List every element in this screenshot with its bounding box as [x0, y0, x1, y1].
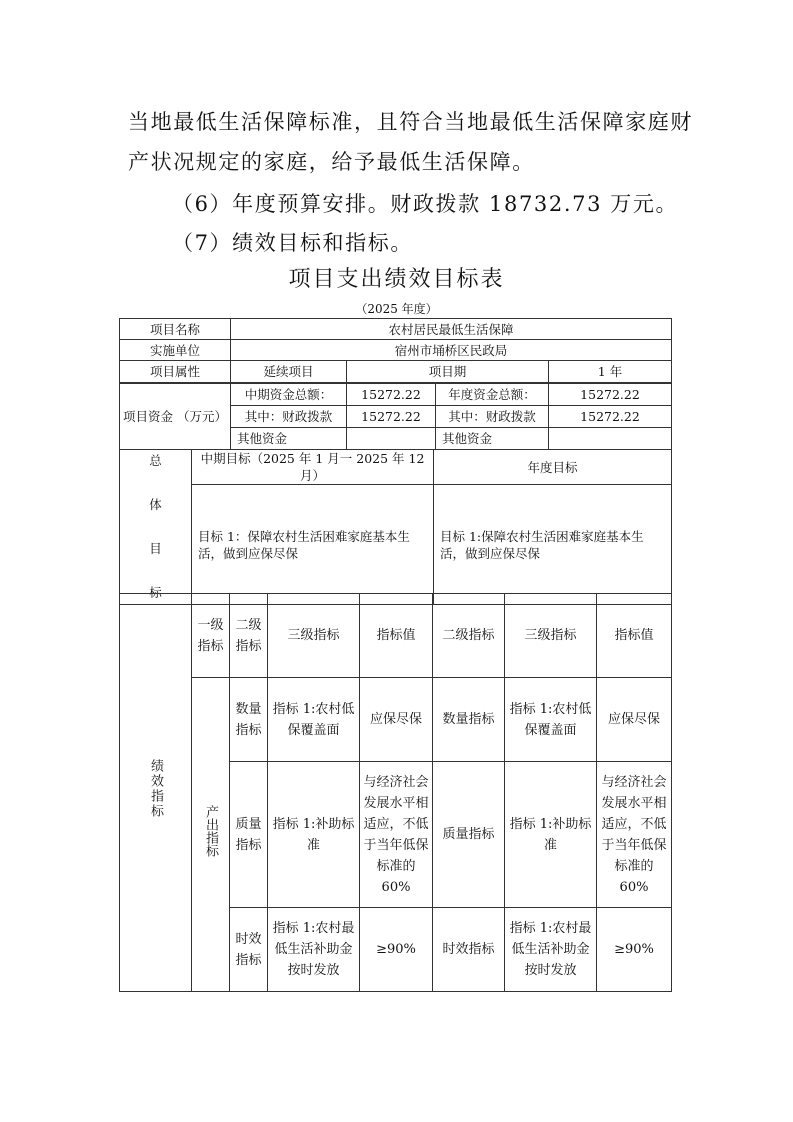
annual-other-label: 其他资金: [436, 428, 549, 450]
indicators-section-text: 绩效指标: [148, 759, 163, 819]
row2-level3-annual: 指标 1:补助标准: [505, 762, 597, 908]
indicators-section-label: [120, 594, 192, 992]
row3-value-annual: ≥90%: [597, 908, 672, 992]
paragraph-line-2: 产状况规定的家庭，给予最低生活保障。: [128, 150, 535, 174]
period-value: 1 年: [549, 361, 672, 383]
row1-level3-annual: 指标 1:农村低保覆盖面: [505, 678, 597, 762]
goal-label-char-1: 总: [149, 453, 162, 468]
attr-label: 项目属性: [120, 361, 231, 383]
row3-level2-annual: 时效指标: [433, 908, 505, 992]
period-label: 项目期: [347, 361, 549, 383]
row3-level2: 时效指标: [230, 908, 268, 992]
mid-other-value: [347, 428, 436, 450]
row1-level2-annual: 数量指标: [433, 678, 505, 762]
mid-other-label: 其他资金: [231, 428, 347, 450]
annual-goal-text: 目标 1:保障农村生活困难家庭基本生活，做到应保尽保: [434, 485, 672, 605]
indicators-table: [119, 593, 672, 992]
project-name-label: 项目名称: [120, 319, 231, 340]
funds-label: 项目资金 （万元）: [120, 384, 231, 450]
funds-table: [119, 383, 672, 450]
row2-level2: 质量指标: [230, 762, 268, 908]
goal-label-char-3: 目: [149, 541, 162, 556]
annual-fiscal-value: 15272.22: [549, 406, 672, 428]
goal-label-char-2: 体: [149, 497, 162, 512]
unit-value: 宿州市埇桥区民政局: [231, 340, 672, 361]
row1-value: 应保尽保: [360, 678, 433, 762]
row2-level3: 指标 1:补助标准: [268, 762, 360, 908]
goal-label-char-4: 标: [149, 585, 162, 600]
overall-goals-label: [120, 450, 192, 605]
header-level1: 一级指标: [192, 594, 230, 678]
row1-level2: 数量指标: [230, 678, 268, 762]
row3-level3: 指标 1:农村最低生活补助金按时发放: [268, 908, 360, 992]
attr-value: 延续项目: [231, 361, 347, 383]
paragraph-goals-heading: （7）绩效目标和指标。: [172, 231, 413, 255]
mid-fiscal-label: 其中：财政拨款: [231, 406, 347, 428]
table-title: 项目支出绩效目标表: [288, 267, 505, 292]
header-value: 指标值: [360, 594, 433, 678]
row1-level3: 指标 1:农村低保覆盖面: [268, 678, 360, 762]
unit-label: 实施单位: [120, 340, 231, 361]
table-row: [120, 678, 672, 762]
paragraph-line-1: 当地最低生活保障标准，且符合当地最低生活保障家庭财: [128, 110, 693, 134]
table-year: （2025 年度）: [355, 302, 438, 316]
annual-other-value: [549, 428, 672, 450]
header-level3-annual: 三级指标: [505, 594, 597, 678]
overall-goals-table: [119, 449, 672, 605]
row1-value-annual: 应保尽保: [597, 678, 672, 762]
row2-value-annual: 与经济社会发展水平相适应，不低于当年低保标准的 60%: [597, 762, 672, 908]
row3-level3-annual: 指标 1:农村最低生活补助金按时发放: [505, 908, 597, 992]
mid-goal-text: 目标 1：保障农村生活困难家庭基本生活，做到应保尽保: [192, 485, 434, 605]
mid-total-value: 15272.22: [347, 384, 436, 406]
level1-output: [192, 678, 230, 992]
project-info-table: [119, 318, 672, 383]
mid-goal-header: 中期目标（2025 年 1 月一 2025 年 12 月）: [192, 450, 434, 485]
header-value-annual: 指标值: [597, 594, 672, 678]
header-level2: 二级指标: [230, 594, 268, 678]
paragraph-budget: （6）年度预算安排。财政拨款 18732.73 万元。: [172, 192, 679, 216]
header-level2-annual: 二级指标: [433, 594, 505, 678]
row2-level2-annual: 质量指标: [433, 762, 505, 908]
row3-value: ≥90%: [360, 908, 433, 992]
annual-total-value: 15272.22: [549, 384, 672, 406]
mid-total-label: 中期资金总额：: [231, 384, 347, 406]
project-name-value: 农村居民最低生活保障: [231, 319, 672, 340]
header-level3: 三级指标: [268, 594, 360, 678]
row2-value: 与经济社会发展水平相适应，不低于当年低保标准的 60%: [360, 762, 433, 908]
annual-goal-header: 年度目标: [434, 450, 672, 485]
mid-fiscal-value: 15272.22: [347, 406, 436, 428]
annual-fiscal-label: 其中：财政拨款: [436, 406, 549, 428]
level1-output-text: 产出指标: [203, 805, 218, 857]
annual-total-label: 年度资金总额：: [436, 384, 549, 406]
